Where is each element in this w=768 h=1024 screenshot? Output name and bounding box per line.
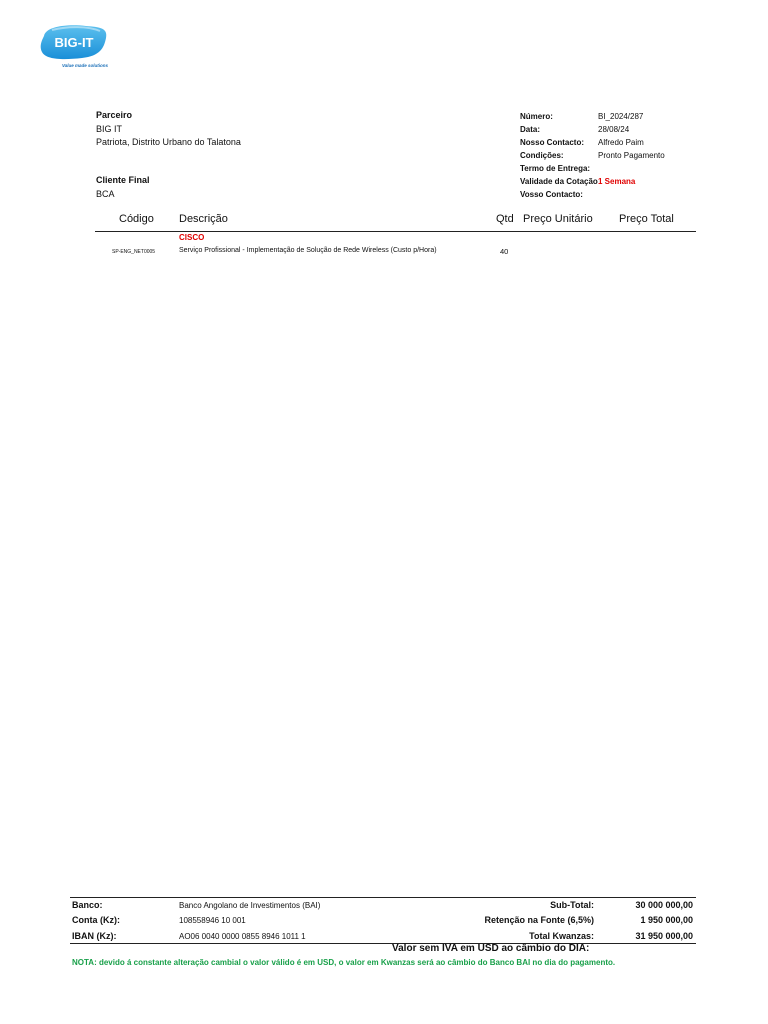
client-name: BCA <box>96 189 115 199</box>
partner-address: Patriota, Distrito Urbano do Talatona <box>96 137 241 147</box>
row-code: SP-ENG_NET0005 <box>112 249 156 255</box>
partner-name: BIG IT <box>96 124 123 134</box>
footer-divider-top <box>70 897 696 898</box>
retention-label: Retenção na Fonte (6,5%) <box>484 915 594 925</box>
logo-brand: BIG-IT <box>54 35 94 50</box>
logo-tagline: Value made solutions <box>61 63 109 68</box>
col-header-qty: Qtd <box>496 213 514 225</box>
col-header-unit-price: Preço Unitário <box>523 213 593 225</box>
col-header-total-price: Preço Total <box>619 213 674 225</box>
bank-value: Banco Angolano de Investimentos (BAI) <box>179 901 321 910</box>
info-value-validity: 1 Semana <box>598 177 636 186</box>
retention-value: 1 950 000,00 <box>640 915 693 925</box>
client-heading: Cliente Final <box>96 175 150 185</box>
bank-label: Banco: <box>72 900 103 910</box>
info-value-our-contact: Alfredo Paim <box>598 138 644 147</box>
info-label-date: Data: <box>520 125 541 134</box>
account-value: 108558946 10 001 <box>179 916 246 925</box>
info-label-validity: Validade da Cotação <box>520 177 598 186</box>
footer-divider-bottom <box>70 943 696 944</box>
info-value-date: 28/08/24 <box>598 125 630 134</box>
account-label: Conta (Kz): <box>72 915 120 925</box>
info-label-our-contact: Nosso Contacto: <box>520 138 584 147</box>
subtotal-value: 30 000 000,00 <box>635 900 693 910</box>
total-value: 31 950 000,00 <box>635 931 693 941</box>
total-label: Total Kwanzas: <box>529 931 594 941</box>
iban-value: AO06 0040 0000 0855 8946 1011 1 <box>179 932 306 941</box>
logo-graphic <box>38 22 118 70</box>
col-header-description: Descrição <box>179 213 228 225</box>
usd-note: Valor sem IVA em USD ao câmbio do DIA: <box>392 943 590 954</box>
partner-heading: Parceiro <box>96 110 133 120</box>
info-label-number: Número: <box>520 112 553 121</box>
info-label-delivery: Termo de Entrega: <box>520 164 591 173</box>
info-value-number: BI_2024/287 <box>598 112 644 121</box>
col-header-code: Código <box>119 213 154 225</box>
iban-label: IBAN (Kz): <box>72 931 117 941</box>
row-description: Serviço Profissional - Implementação de Solução de Rede Wireless (Custo p/Hora) <box>179 247 437 254</box>
table-header-divider <box>95 231 696 232</box>
exchange-rate-note: NOTA: devido á constante alteração cambial o valor válido é em USD, o valor em Kwanzas será ao câmbio do Banco BAI no dia do pagamento. <box>72 958 616 967</box>
company-logo <box>38 22 118 70</box>
info-value-conditions: Pronto Pagamento <box>598 151 665 160</box>
row-qty: 40 <box>500 247 509 256</box>
info-label-your-contact: Vosso Contacto: <box>520 190 583 199</box>
info-label-conditions: Condições: <box>520 151 564 160</box>
subtotal-label: Sub-Total: <box>550 900 594 910</box>
vendor-group-label: CISCO <box>179 233 205 242</box>
